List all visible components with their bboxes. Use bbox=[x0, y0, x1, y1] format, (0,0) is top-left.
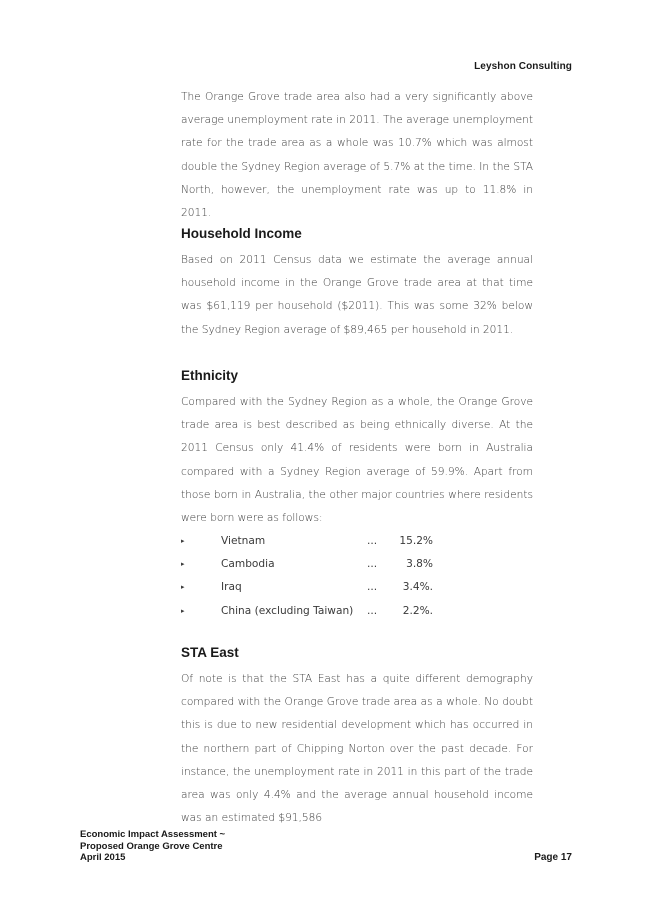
footer-line: Proposed Orange Grove Centre bbox=[80, 840, 223, 852]
intro-section bbox=[181, 86, 533, 225]
page-number: Page 17 bbox=[534, 852, 572, 863]
country-name: China (excluding Taiwan) bbox=[221, 604, 354, 617]
leader-dots: ... bbox=[367, 558, 378, 571]
intro-paragraph: The Orange Grove trade area also had a very significantly above average unemployment rate in 2011. The average unemployment rate for the trade area as a whole was 10.7% which was almost double the Sydney Region average of 5.7% at the time. In the STA North, however, the unemployment rate was up to 11.8% in 2011. bbox=[181, 91, 533, 220]
bullet-arrow-icon: ▸ bbox=[181, 537, 185, 545]
list-item bbox=[181, 576, 533, 599]
footer-line: April 2015 bbox=[80, 852, 126, 864]
bullet-arrow-icon: ▸ bbox=[181, 560, 185, 569]
ethnicity-paragraph: Compared with the Sydney Region as a whole, the Orange Grove trade area is best described as being ethnically diverse. At the 2011 Census only 41.4% of residents were born in Australia compared with a Sydney Region average of 59.9%. Apart from those born in Australia, the other major countries where residents were born were as follows: bbox=[181, 396, 533, 525]
household-income-section bbox=[181, 226, 533, 241]
ethnicity-section bbox=[181, 368, 533, 383]
footer-line: Economic Impact Assessment ~ bbox=[80, 829, 226, 840]
leader-dots: ... bbox=[367, 581, 378, 594]
household-income-body bbox=[181, 249, 533, 342]
ethnicity-body bbox=[181, 391, 533, 530]
country-percentage: 3.8% bbox=[406, 558, 433, 571]
sta-east-body bbox=[181, 668, 533, 830]
bullet-arrow-icon: ▸ bbox=[181, 606, 185, 615]
country-percentage: 2.2%. bbox=[402, 604, 433, 617]
sta-east-paragraph: Of note is that the STA East has a quite different demography compared with the Orange Grove trade area as a whole. No doubt this is due to new residential development which has occurred in the northern part of Chipping Norton over the past decade. For instance, the unemployment rate in 2011 in this part of the trade area was only 4.4% and the average annual household income was an estimated $91,586 bbox=[181, 673, 533, 825]
list-item bbox=[181, 530, 533, 553]
household-income-heading: Household Income bbox=[181, 226, 302, 241]
list-item bbox=[181, 600, 533, 623]
footer-document-info bbox=[80, 829, 225, 864]
country-name: Iraq bbox=[221, 581, 242, 594]
ethnicity-heading: Ethnicity bbox=[181, 368, 239, 383]
country-percentage: 15.2% bbox=[399, 535, 433, 547]
country-name: Vietnam bbox=[221, 535, 266, 547]
sta-east-heading: STA East bbox=[181, 645, 239, 660]
household-income-paragraph: Based on 2011 Census data we estimate the average annual household income in the Orange Grove trade area at that time was $61,119 per household ($2011). This was some 32% below the Sydney Region average of $89,465 per household in 2011. bbox=[181, 254, 533, 336]
sta-east-section bbox=[181, 645, 533, 660]
country-name: Cambodia bbox=[221, 558, 275, 571]
header-company: Leyshon Consulting bbox=[474, 61, 572, 72]
list-item bbox=[181, 553, 533, 576]
bullet-arrow-icon: ▸ bbox=[181, 583, 185, 592]
country-list bbox=[181, 530, 533, 623]
leader-dots: ... bbox=[367, 535, 378, 547]
country-percentage: 3.4%. bbox=[402, 581, 433, 594]
leader-dots: ... bbox=[367, 604, 378, 617]
